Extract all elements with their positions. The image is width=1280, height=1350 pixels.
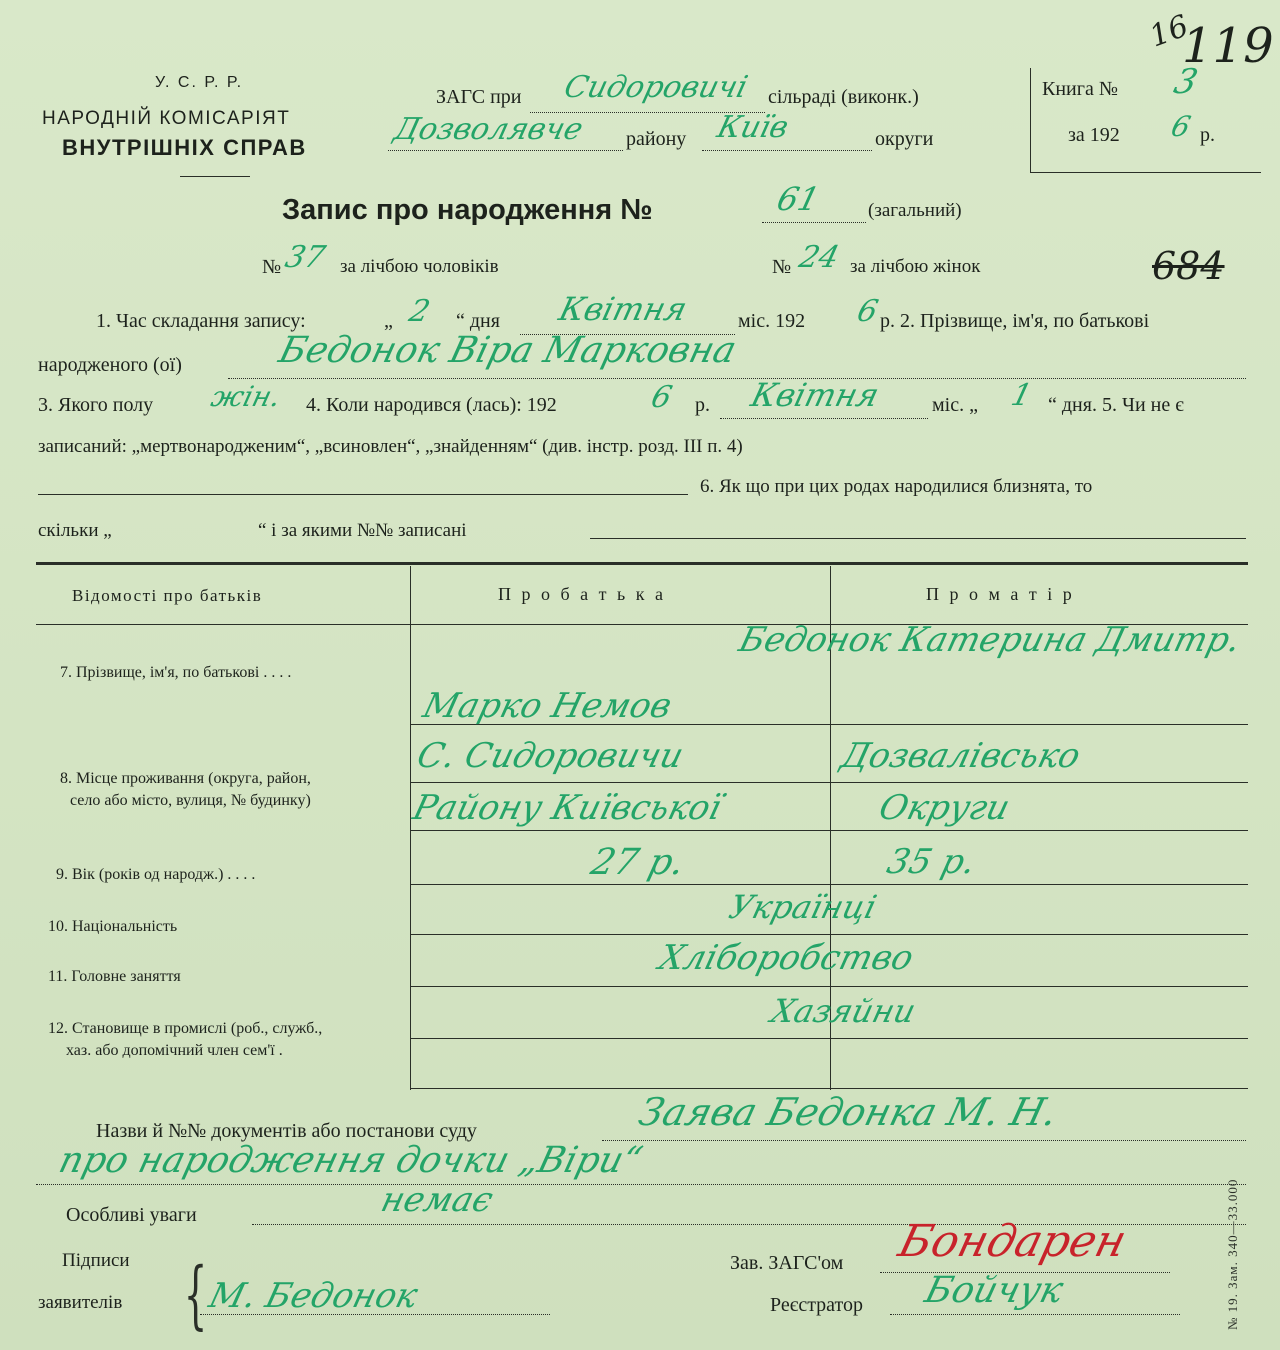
district-line bbox=[388, 150, 623, 151]
registrar-sign-line bbox=[890, 1314, 1180, 1315]
title-number-line bbox=[762, 222, 866, 223]
q1-day-label: “ дня bbox=[456, 310, 500, 332]
sign-label1: Підписи bbox=[62, 1250, 130, 1271]
q1-month-label: міс. 192 bbox=[738, 310, 806, 332]
q4-month-line bbox=[720, 418, 928, 419]
header-underline bbox=[180, 176, 250, 177]
notes-label: Особливі уваги bbox=[66, 1204, 197, 1226]
row8-label2: село або місто, вулиця, № будинку) bbox=[70, 792, 311, 809]
okrug-value: Київ bbox=[713, 110, 792, 145]
women-number: 24 bbox=[795, 240, 843, 275]
row11-label: 11. Головне заняття bbox=[48, 968, 181, 985]
table-col1-header: Відомості про батьків bbox=[72, 586, 263, 605]
page-title: Запис про народження № bbox=[282, 194, 653, 226]
father-age: 27 р. bbox=[586, 842, 689, 883]
industry-status: Хазяйни bbox=[767, 992, 920, 1030]
row12-label2: хаз. або допомічний член сем'ї . bbox=[66, 1042, 283, 1059]
head-signature: Бондарен bbox=[893, 1216, 1132, 1267]
print-run-note: № 19. Зам. 340—33.000 bbox=[1225, 1178, 1240, 1330]
applicant-sign-line bbox=[200, 1314, 550, 1315]
q1-month: Квітня bbox=[555, 290, 691, 328]
q4-month-label: міс. „ bbox=[932, 394, 978, 416]
q4-day: 1 bbox=[1007, 378, 1036, 413]
q4-month: Квітня bbox=[747, 376, 883, 414]
margin-number: 684 bbox=[1152, 244, 1225, 288]
occupation: Хліборобство bbox=[655, 938, 918, 978]
q4-day-label: “ дня. 5. Чи не є bbox=[1048, 394, 1184, 416]
q4-year-suffix: р. bbox=[695, 394, 710, 416]
father-name: Марко Немов bbox=[419, 686, 676, 726]
q4-year-digit: 6 bbox=[647, 380, 676, 415]
q1-label: 1. Час складання запису: bbox=[96, 310, 306, 332]
applicant-signature: М. Бедонок bbox=[205, 1276, 422, 1316]
table-bottom-rule bbox=[410, 1088, 1248, 1089]
row10-label: 10. Національність bbox=[48, 918, 178, 935]
men-number: 37 bbox=[281, 240, 329, 275]
q5-blank-line bbox=[38, 494, 688, 495]
okrug-line bbox=[702, 150, 872, 151]
q2-label: р. 2. Прізвище, ім'я, по батькові bbox=[880, 310, 1150, 332]
q6-label: 6. Як що при цих родах народилися близнята, то bbox=[700, 476, 1093, 497]
q6-sub2: “ і за якими №№ записані bbox=[258, 520, 467, 541]
docs-line2 bbox=[36, 1184, 1246, 1185]
notes-value: немає bbox=[377, 1180, 498, 1220]
table-col-divider-1 bbox=[410, 566, 411, 1090]
corner-number: 119 bbox=[1182, 18, 1274, 74]
head-label: Зав. ЗАГС'ом bbox=[730, 1252, 844, 1274]
women-prefix: № bbox=[772, 256, 792, 278]
sign-label2: заявителів bbox=[38, 1292, 123, 1313]
q4-label: 4. Коли народився (лась): 192 bbox=[306, 394, 557, 416]
zags-value: Сидоровичі bbox=[560, 70, 752, 105]
title-suffix: (загальний) bbox=[868, 200, 962, 221]
table-col2-header: П р о б а т ь к а bbox=[498, 584, 666, 604]
table-row-line bbox=[410, 986, 1248, 987]
docs-value2: про народження дочки „Віри“ bbox=[54, 1140, 647, 1181]
table-row-line bbox=[410, 884, 1248, 885]
sign-brace: { bbox=[183, 1252, 208, 1338]
q2-line bbox=[228, 378, 1246, 379]
table-row-line bbox=[410, 782, 1248, 783]
docs-label: Назви й №№ документів або постанови суду bbox=[96, 1120, 477, 1142]
title-number: 61 bbox=[773, 180, 824, 218]
zags-label: ЗАГС при bbox=[436, 86, 522, 108]
mother-residence: Дозвалівсько bbox=[837, 736, 1085, 776]
men-prefix: № bbox=[262, 256, 282, 278]
table-row-line bbox=[410, 1038, 1248, 1039]
row9-label: 9. Вік (років од народж.) . . . . bbox=[56, 866, 256, 883]
book-year-label: за 192 bbox=[1068, 124, 1120, 146]
okrug-label: округи bbox=[875, 128, 934, 150]
registrar-signature: Бойчук bbox=[920, 1270, 1068, 1311]
council-label: сільраді (виконк.) bbox=[768, 86, 919, 108]
commissariat-line1: НАРОДНІЙ КОМІСАРІЯТ bbox=[42, 108, 291, 129]
district-value: Дозволявче bbox=[390, 112, 587, 147]
q3-label: 3. Якого полу bbox=[38, 394, 154, 416]
row12-label: 12. Становище в промислі (роб., служб., bbox=[48, 1020, 323, 1037]
q1-day: 2 bbox=[405, 294, 434, 329]
row8-label: 8. Місце проживання (округа, район, bbox=[60, 770, 311, 787]
q2-sub: народженого (ої) bbox=[38, 354, 182, 376]
women-label: за лічбою жінок bbox=[850, 256, 981, 277]
men-label: за лічбою чоловіків bbox=[340, 256, 499, 277]
book-label: Книга № bbox=[1042, 78, 1118, 100]
mother-residence2: Округи bbox=[875, 788, 1014, 828]
q1-open-quote: „ bbox=[384, 310, 393, 332]
q5-line: записаний: „мертвонародженим“, „всиновлен“, „знайденням“ (див. інстр. розд. III п. 4) bbox=[38, 436, 743, 457]
republic-label: У. С. Р. Р. bbox=[155, 74, 244, 91]
commissariat-line2: ВНУТРІШНІХ СПРАВ bbox=[62, 135, 307, 160]
nationality: Українці bbox=[725, 888, 881, 926]
q1-year-digit: 6 bbox=[853, 294, 882, 329]
book-number: 3 bbox=[1170, 62, 1202, 102]
mother-surname: Бедонок Катерина Дмитр. bbox=[735, 620, 1245, 660]
q3-value: жін. bbox=[207, 380, 285, 413]
table-col3-header: П р о м а т і р bbox=[926, 584, 1075, 604]
book-year-suffix: р. bbox=[1200, 124, 1215, 146]
table-row-line bbox=[410, 934, 1248, 935]
q6-sub: скільки „ bbox=[38, 520, 112, 541]
father-residence2: Району Київської bbox=[409, 788, 726, 828]
mother-age: 35 р. bbox=[883, 842, 980, 882]
registrar-label: Реєстратор bbox=[770, 1294, 864, 1316]
row7-label: 7. Прізвище, ім'я, по батькові . . . . bbox=[60, 664, 292, 681]
corner-prefix: 16 bbox=[1145, 8, 1194, 55]
q6-blank-line bbox=[590, 538, 1246, 539]
docs-line bbox=[602, 1140, 1246, 1141]
table-row-line bbox=[410, 830, 1248, 831]
docs-value: Заява Бедонка М. Н. bbox=[634, 1090, 1062, 1134]
q2-value: Бедонок Віра Марковна bbox=[274, 330, 741, 371]
district-label: району bbox=[626, 128, 687, 150]
table-top-rule bbox=[36, 562, 1248, 565]
father-residence: С. Сидоровичи bbox=[413, 736, 688, 776]
book-year-digit: 6 bbox=[1167, 110, 1194, 143]
